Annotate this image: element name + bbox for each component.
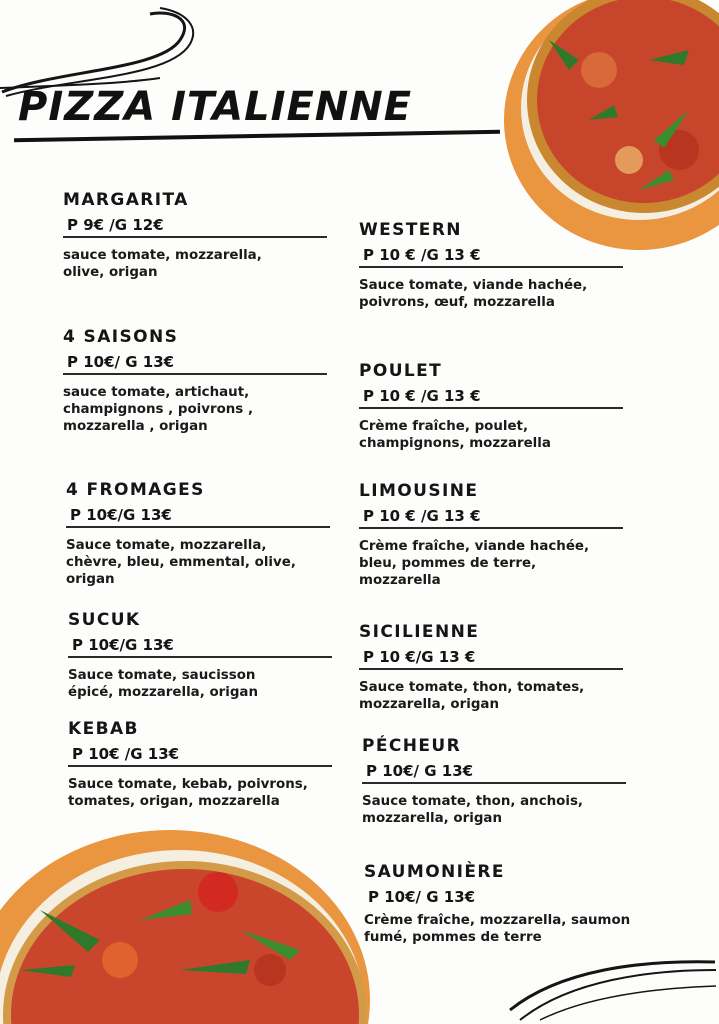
menu-item-limousine bbox=[359, 481, 629, 589]
divider bbox=[63, 236, 327, 238]
item-description: Sauce tomate, mozzarella, chèvre, bleu, emmental, olive, origan bbox=[66, 538, 296, 587]
item-name: SAUMONIÈRE bbox=[364, 862, 505, 882]
divider bbox=[359, 668, 623, 670]
item-description: Sauce tomate, saucisson épicé, mozzarella, origan bbox=[68, 668, 258, 700]
pizza-bottom-left-image bbox=[0, 820, 380, 1024]
menu-item-4-saisons bbox=[63, 327, 333, 435]
item-description: sauce tomate, mozzarella, olive, origan bbox=[63, 248, 262, 280]
item-price: P 10€/G 13€ bbox=[70, 506, 172, 524]
item-name: SUCUK bbox=[68, 610, 141, 630]
title-underline bbox=[14, 130, 500, 142]
item-price: P 9€ /G 12€ bbox=[67, 216, 164, 234]
item-price: P 10€/ G 13€ bbox=[67, 353, 175, 371]
divider bbox=[68, 656, 332, 658]
divider bbox=[68, 765, 332, 767]
pizza-top-right-image bbox=[489, 0, 719, 250]
item-name: POULET bbox=[359, 361, 443, 381]
menu-item-saumoniere bbox=[364, 862, 664, 946]
item-description: Sauce tomate, kebab, poivrons, tomates, origan, mozzarella bbox=[68, 777, 308, 809]
item-name: 4 FROMAGES bbox=[66, 480, 205, 500]
menu-item-sucuk bbox=[68, 610, 338, 701]
item-price: P 10€/ G 13€ bbox=[368, 888, 476, 906]
item-description: Sauce tomate, viande hachée, poivrons, œuf, mozzarella bbox=[359, 278, 588, 310]
menu-item-poulet bbox=[359, 361, 629, 452]
divider bbox=[359, 266, 623, 268]
menu-item-western bbox=[359, 220, 629, 311]
divider bbox=[362, 782, 626, 784]
item-description: Crème fraîche, mozzarella, saumon fumé, pommes de terre bbox=[364, 913, 631, 945]
item-name: 4 SAISONS bbox=[63, 327, 179, 347]
menu-item-4-fromages bbox=[66, 480, 336, 588]
item-description: Sauce tomate, thon, tomates, mozzarella, origan bbox=[359, 680, 585, 712]
item-name: SICILIENNE bbox=[359, 622, 480, 642]
item-name: KEBAB bbox=[68, 719, 139, 739]
divider bbox=[359, 527, 623, 529]
item-price: P 10 € /G 13 € bbox=[363, 507, 481, 525]
menu-item-pecheur bbox=[362, 736, 632, 827]
page-title: PIZZA ITALIENNE bbox=[18, 84, 413, 130]
item-price: P 10€/G 13€ bbox=[72, 636, 174, 654]
item-description: Crème fraîche, poulet, champignons, mozzarella bbox=[359, 419, 551, 451]
item-description: Sauce tomate, thon, anchois, mozzarella, origan bbox=[362, 794, 584, 826]
item-price: P 10€ /G 13€ bbox=[72, 745, 180, 763]
item-price: P 10 € /G 13 € bbox=[363, 387, 481, 405]
item-price: P 10€/ G 13€ bbox=[366, 762, 474, 780]
item-description: sauce tomate, artichaut, champignons , poivrons , mozzarella , origan bbox=[63, 385, 254, 434]
divider bbox=[66, 526, 330, 528]
item-name: LIMOUSINE bbox=[359, 481, 479, 501]
divider bbox=[359, 407, 623, 409]
item-name: WESTERN bbox=[359, 220, 462, 240]
item-price: P 10 €/G 13 € bbox=[363, 648, 476, 666]
menu-item-margarita bbox=[63, 190, 333, 281]
item-name: MARGARITA bbox=[63, 190, 189, 210]
item-name: PÉCHEUR bbox=[362, 736, 462, 756]
divider bbox=[63, 373, 327, 375]
item-description: Crème fraîche, viande hachée, bleu, pommes de terre, mozzarella bbox=[359, 539, 590, 588]
menu-item-sicilienne bbox=[359, 622, 629, 713]
item-price: P 10 € /G 13 € bbox=[363, 246, 481, 264]
menu-item-kebab bbox=[68, 719, 338, 810]
brush-swoosh-bottom-right bbox=[500, 940, 719, 1024]
